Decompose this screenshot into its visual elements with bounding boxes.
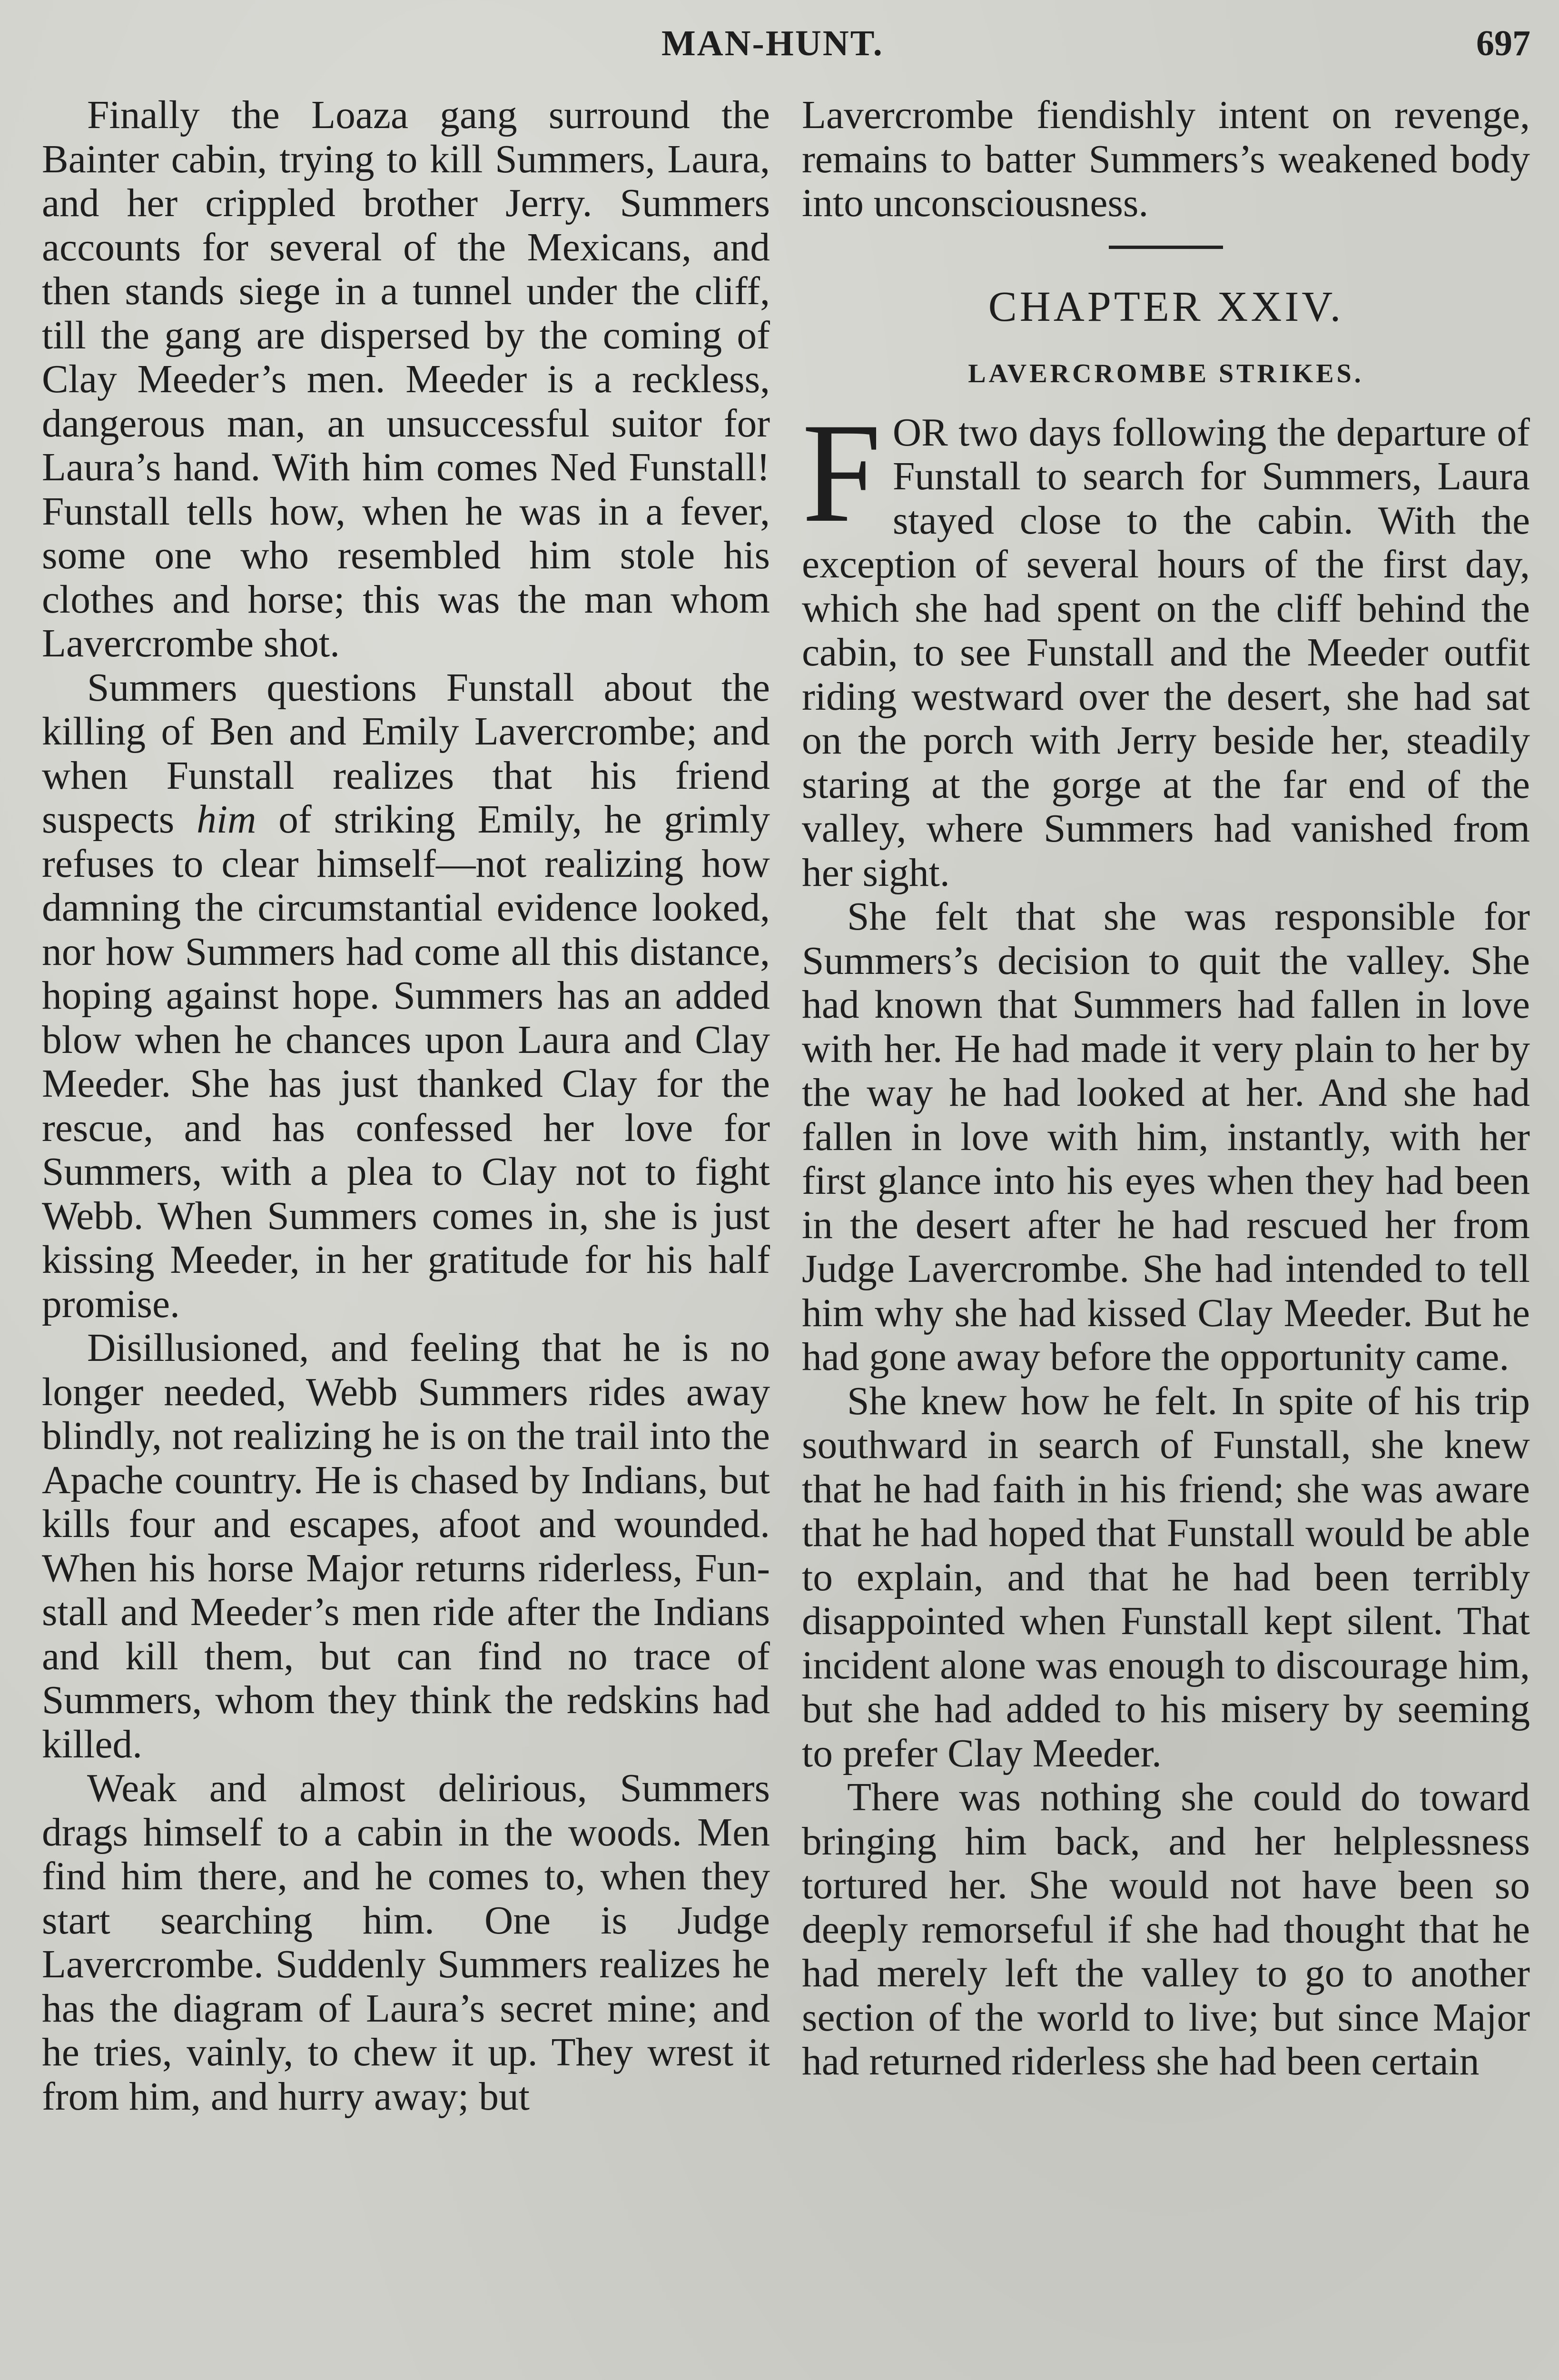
section-divider	[1109, 246, 1223, 249]
synopsis-paragraph-1: Finally the Loaza gang surround the Bainter cabin, trying to kill Summers, Laura, and her crippled brother Jerry. Summers accounts for several of the Mexicans, and then stands siege in a tunnel under the cliff, till the gang are dispersed by the coming of Clay Meeder’s men. Meeder is a reckless, dangerous man, an unsuccessful suitor for Laura’s hand. With him comes Ned Funstall! Funstall tells how, when he was in a fever, some one who resembled him stole his clothes and horse; this was the man whom Lavercrombe shot.	[42, 93, 770, 665]
synopsis-paragraph-2-before: Summers questions Funstall about the killing of Ben and Emily Lavercrombe; and when Funstall realizes that his friend suspects	[42, 665, 770, 842]
synopsis-paragraph-4: Weak and almost delirious, Summers drags himself to a cabin in the woods. Men find him there, and he comes to, when they start searching him. One is Judge Lavercrombe. Suddenly Summers realizes he has the diagram of Laura’s secret mine; and he tries, vainly, to chew it up. They wrest it from him, and hurry away; but	[42, 1766, 770, 2119]
chapter-heading: CHAPTER XXIV.	[988, 283, 1344, 330]
page-number: 697	[1476, 23, 1530, 63]
left-column	[42, 93, 770, 2119]
page-header	[0, 23, 1559, 70]
chapter-paragraph-4: There was nothing she could do toward bringing him back, and her helplessness tortured her. She would not have been so deeply remorseful if she had thought that he had merely left the valley to go to another section of the world to live; but since Major had returned riderless she had been certain	[802, 1775, 1530, 2083]
synopsis-emphasis-word: him	[197, 798, 257, 842]
right-column	[802, 93, 1530, 2084]
chapter-paragraph-1	[802, 393, 1530, 895]
chapter-paragraph-1-text: OR two days following the departure of Funstall to search for Summers, Laura stayed close to the cabin. With the exception of several hours of the first day, which she had spent on the cliff behind the cabin, to see Funstall and the Meeder outfit riding westward over the desert, she had sat on the porch with Jerry beside her, steadily staring at the gorge at the far end of the valley, where Summers had vanished from her sight.	[802, 410, 1530, 895]
synopsis-continuation: Lavercrombe fiendishly intent on revenge, remains to batter Summers’s weakened body into unconsciousness.	[802, 93, 1530, 225]
chapter-paragraph-2: She felt that she was responsible for Summers’s decision to quit the valley. She had known that Summers had fallen in love with her. He had made it very plain to her by the way he had looked at her. And she had fallen in love with him, instantly, with her first glance into his eyes when they had been in the desert after he had rescued her from Judge Lavercrombe. She had intended to tell him why she had kissed Clay Meeder. But he had gone away before the opportunity came.	[802, 895, 1530, 1379]
chapter-title: LAVERCROMBE STRIKES.	[968, 358, 1364, 388]
synopsis-paragraph-3: Disillusioned, and feeling that he is no longer needed, Webb Summers rides away blindly, not realizing he is on the trail into the Apache country. He is chased by Indians, but kills four and escapes, afoot and wounded. When his horse Major returns riderless, Funstall and Meeder’s men ride after the Indians and kill them, but can find no trace of Summers, whom they think the redskins had killed.	[42, 1326, 770, 1766]
chapter-paragraph-3: She knew how he felt. In spite of his trip southward in search of Funstall, she knew that he had faith in his friend; she was aware that he had hoped that Funstall would be able to explain, and that he had been terribly disappointed when Funstall kept silent. That incident alone was enough to discourage him, but she had added to his misery by seeming to prefer Clay Meeder.	[802, 1379, 1530, 1775]
drop-cap-letter: F	[802, 393, 881, 552]
running-head: MAN-HUNT.	[661, 23, 884, 63]
synopsis-paragraph-2-after: of striking Emily, he grimly refuses to clear himself—not realizing how damning the circumstantial evidence looked, nor how Summers had come all this distance, hoping against hope. Summers has an added blow when he chances upon Laura and Clay Meeder. She has just thanked Clay for the rescue, and has confessed her love for Summers, with a plea to Clay not to fight Webb. When Summers comes in, she is just kissing Meeder, in her gratitude for his half promise.	[42, 798, 770, 1326]
synopsis-paragraph-2	[42, 666, 770, 1327]
